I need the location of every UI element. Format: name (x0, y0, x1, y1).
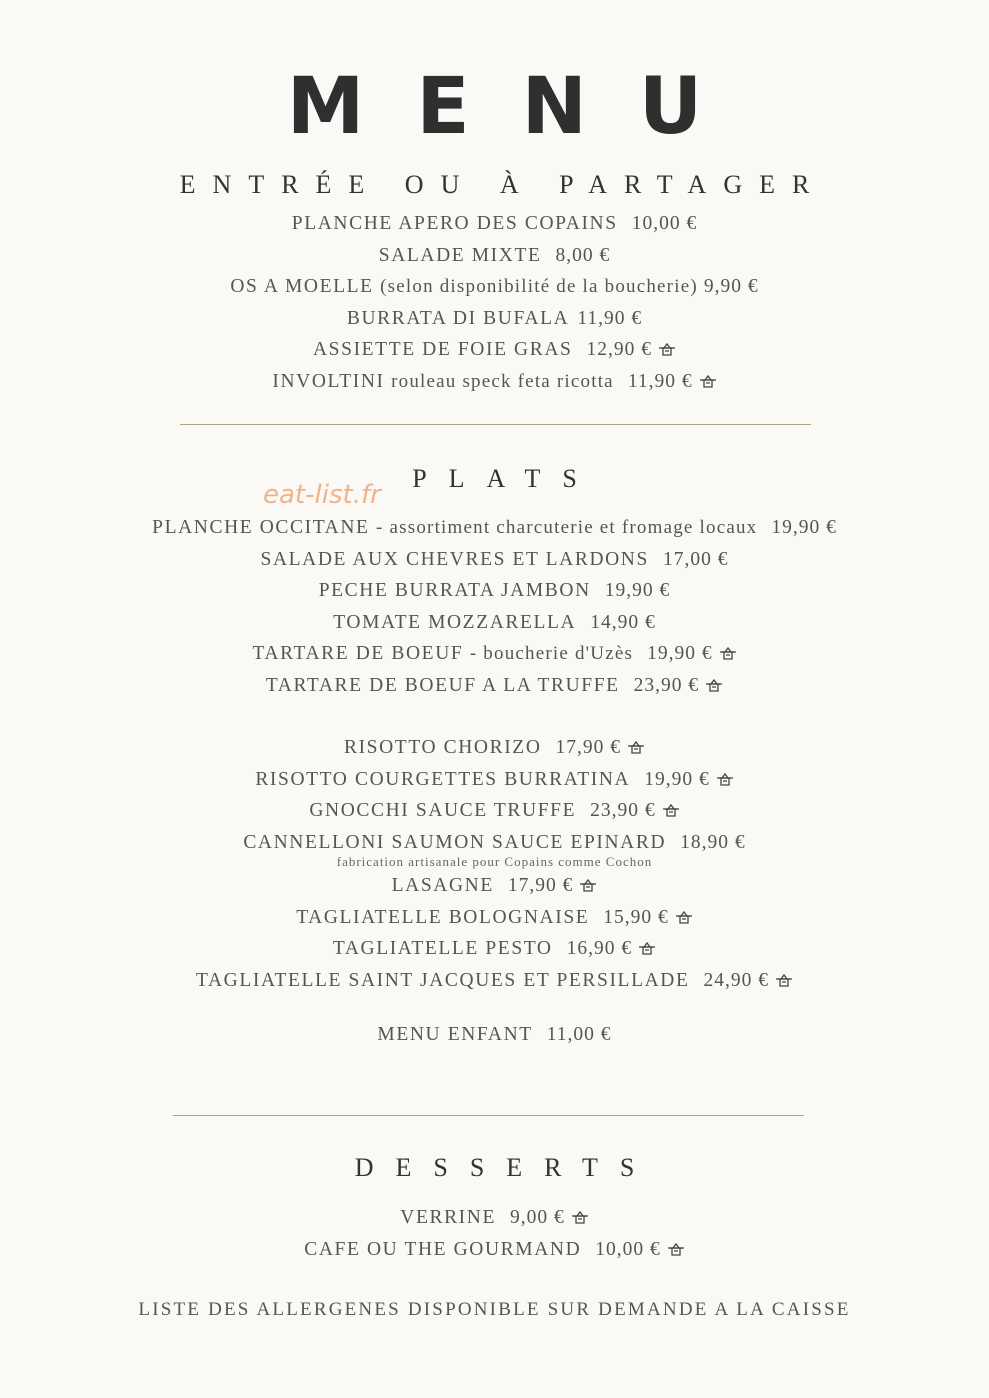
section-divider (173, 1115, 804, 1116)
takeaway-box-icon (662, 803, 680, 817)
section-divider (180, 424, 811, 425)
entrees-list (0, 208, 989, 397)
menu-title: MENU (286, 62, 755, 152)
takeaway-box-icon (719, 646, 737, 660)
section-heading-entrees: ENTRÉE OU À PARTAGER (179, 170, 827, 199)
watermark-text: eat-list.fr (263, 480, 381, 510)
takeaway-box-icon (579, 878, 597, 892)
takeaway-box-icon (638, 941, 656, 955)
desserts-list (0, 1202, 989, 1265)
menu-item: SALADE AUX CHEVRES ET LARDONS 17,00 € (260, 548, 729, 570)
allergen-notice: LISTE DES ALLERGENES DISPONIBLE SUR DEMANDE A LA CAISSE (138, 1299, 851, 1320)
menu-item: CAFE OU THE GOURMAND 10,00 € (0, 1234, 989, 1266)
takeaway-box-icon (675, 910, 693, 924)
section-heading-plats: PLATS (412, 464, 599, 493)
menu-item: RISOTTO COURGETTES BURRATINA 19,90 € (0, 764, 989, 796)
menu-item: CANNELLONI SAUMON SAUCE EPINARD 18,90 € (243, 831, 746, 853)
takeaway-box-icon (716, 772, 734, 786)
item-note: fabrication artisanale pour Copains comme Cochon (336, 854, 653, 869)
menu-item: LASAGNE 17,90 € (0, 870, 989, 902)
menu-item: TAGLIATELLE SAINT JACQUES ET PERSILLADE 24,90 € (0, 965, 989, 997)
menu-item: SALADE MIXTE 8,00 € (378, 244, 611, 266)
spacer (0, 701, 989, 732)
menu-item: GNOCCHI SAUCE TRUFFE 23,90 € (0, 795, 989, 827)
takeaway-box-icon (699, 374, 717, 388)
menu-item: RISOTTO CHORIZO 17,90 € (0, 732, 989, 764)
menu-item: PECHE BURRATA JAMBON 19,90 € (318, 580, 671, 601)
menu-item: PLANCHE OCCITANE - assortiment charcuterie et fromage locaux 19,90 € (152, 517, 837, 538)
menu-item: TARTARE DE BOEUF - boucherie d'Uzès 19,90 € (0, 638, 989, 670)
takeaway-box-icon (705, 678, 723, 692)
menu-item: OS A MOELLE (selon disponibilité de la boucherie) 9,90 € (230, 276, 759, 297)
menu-item: TARTARE DE BOEUF A LA TRUFFE 23,90 € (0, 670, 989, 702)
menu-item: ASSIETTE DE FOIE GRAS 12,90 € (0, 334, 989, 366)
menu-item: VERRINE 9,00 € (0, 1202, 989, 1234)
takeaway-box-icon (667, 1242, 685, 1256)
menu-item: BURRATA DI BUFALA 11,90 € (346, 307, 643, 329)
section-heading-desserts: DESSERTS (354, 1153, 657, 1182)
menu-item: TAGLIATELLE PESTO 16,90 € (0, 933, 989, 965)
menu-item: INVOLTINI rouleau speck feta ricotta 11,90 € (0, 366, 989, 398)
takeaway-box-icon (658, 342, 676, 356)
takeaway-box-icon (627, 740, 645, 754)
takeaway-box-icon (775, 973, 793, 987)
menu-item: MENU ENFANT 11,00 € (377, 1024, 612, 1045)
menu-item: TOMATE MOZZARELLA 14,90 € (333, 611, 656, 633)
menu-item: TAGLIATELLE BOLOGNAISE 15,90 € (0, 902, 989, 934)
menu-item: PLANCHE APERO DES COPAINS 10,00 € (291, 213, 698, 234)
takeaway-box-icon (571, 1210, 589, 1224)
plats-list (0, 512, 989, 1051)
spacer (0, 996, 989, 1019)
